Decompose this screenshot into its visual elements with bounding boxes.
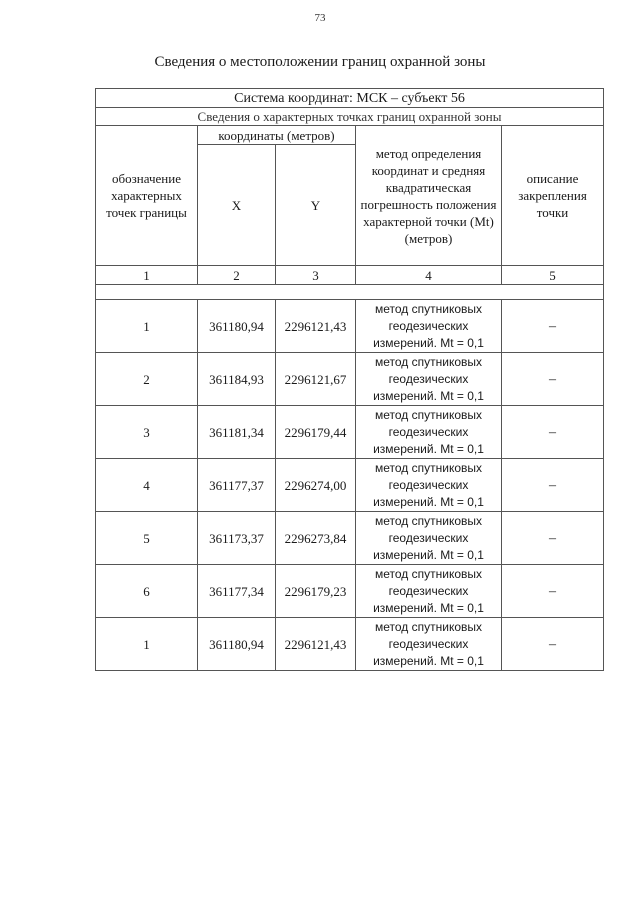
- coordinate-system-banner: Система координат: МСК – субъект 56: [96, 89, 604, 108]
- header-y: Y: [276, 145, 356, 266]
- column-number-row: [96, 266, 604, 285]
- table-row: [96, 565, 604, 618]
- point-number: 3: [96, 406, 198, 459]
- boundary-points-table: [95, 88, 604, 671]
- header-coordinates: координаты (метров): [198, 126, 356, 145]
- header-point-designation: обозначение характерных точек границы: [96, 126, 198, 266]
- fixation-description: –: [502, 353, 604, 406]
- point-number: 6: [96, 565, 198, 618]
- coordinate-x: 361180,94: [198, 300, 276, 353]
- coordinate-x: 361181,34: [198, 406, 276, 459]
- coordinate-y: 2296121,43: [276, 618, 356, 671]
- point-number: 1: [96, 618, 198, 671]
- column-number: 3: [276, 266, 356, 285]
- method-description: метод спутниковых геодезических измерений. Mt = 0,1: [356, 618, 502, 671]
- method-description: метод спутниковых геодезических измерений. Mt = 0,1: [356, 565, 502, 618]
- page-number: 73: [314, 12, 326, 24]
- point-number: 5: [96, 512, 198, 565]
- table-row: [96, 406, 604, 459]
- table-row: [96, 512, 604, 565]
- coordinate-x: 361180,94: [198, 618, 276, 671]
- fixation-description: –: [502, 459, 604, 512]
- fixation-description: –: [502, 406, 604, 459]
- method-description: метод спутниковых геодезических измерений. Mt = 0,1: [356, 459, 502, 512]
- table-row: [96, 459, 604, 512]
- coordinate-y: 2296274,00: [276, 459, 356, 512]
- column-number: 2: [198, 266, 276, 285]
- method-description: метод спутниковых геодезических измерений. Mt = 0,1: [356, 353, 502, 406]
- point-number: 1: [96, 300, 198, 353]
- coordinate-y: 2296121,67: [276, 353, 356, 406]
- header-description: описание закрепления точки: [502, 126, 604, 266]
- point-number: 4: [96, 459, 198, 512]
- method-description: метод спутниковых геодезических измерений. Mt = 0,1: [356, 406, 502, 459]
- fixation-description: –: [502, 512, 604, 565]
- coordinate-y: 2296179,44: [276, 406, 356, 459]
- fixation-description: –: [502, 565, 604, 618]
- method-description: метод спутниковых геодезических измерений. Mt = 0,1: [356, 300, 502, 353]
- header-x: X: [198, 145, 276, 266]
- coordinate-x: 361184,93: [198, 353, 276, 406]
- table-row: [96, 353, 604, 406]
- document-title: Сведения о местоположении границ охранной зоны: [154, 54, 486, 70]
- fixation-description: –: [502, 618, 604, 671]
- coordinate-x: 361173,37: [198, 512, 276, 565]
- column-number: 5: [502, 266, 604, 285]
- column-number: 4: [356, 266, 502, 285]
- fixation-description: –: [502, 300, 604, 353]
- coordinate-y: 2296121,43: [276, 300, 356, 353]
- coordinate-y: 2296273,84: [276, 512, 356, 565]
- coordinate-x: 361177,37: [198, 459, 276, 512]
- header-method: метод определения координат и средняя квадратическая погрешность положения характерной точки (Mt) (метров): [356, 126, 502, 266]
- point-number: 2: [96, 353, 198, 406]
- coordinate-y: 2296179,23: [276, 565, 356, 618]
- table-row: [96, 300, 604, 353]
- coordinate-x: 361177,34: [198, 565, 276, 618]
- spacer-row: [96, 285, 604, 300]
- method-description: метод спутниковых геодезических измерений. Mt = 0,1: [356, 512, 502, 565]
- points-subheading: Сведения о характерных точках границ охранной зоны: [96, 108, 604, 126]
- table-row: [96, 618, 604, 671]
- column-number: 1: [96, 266, 198, 285]
